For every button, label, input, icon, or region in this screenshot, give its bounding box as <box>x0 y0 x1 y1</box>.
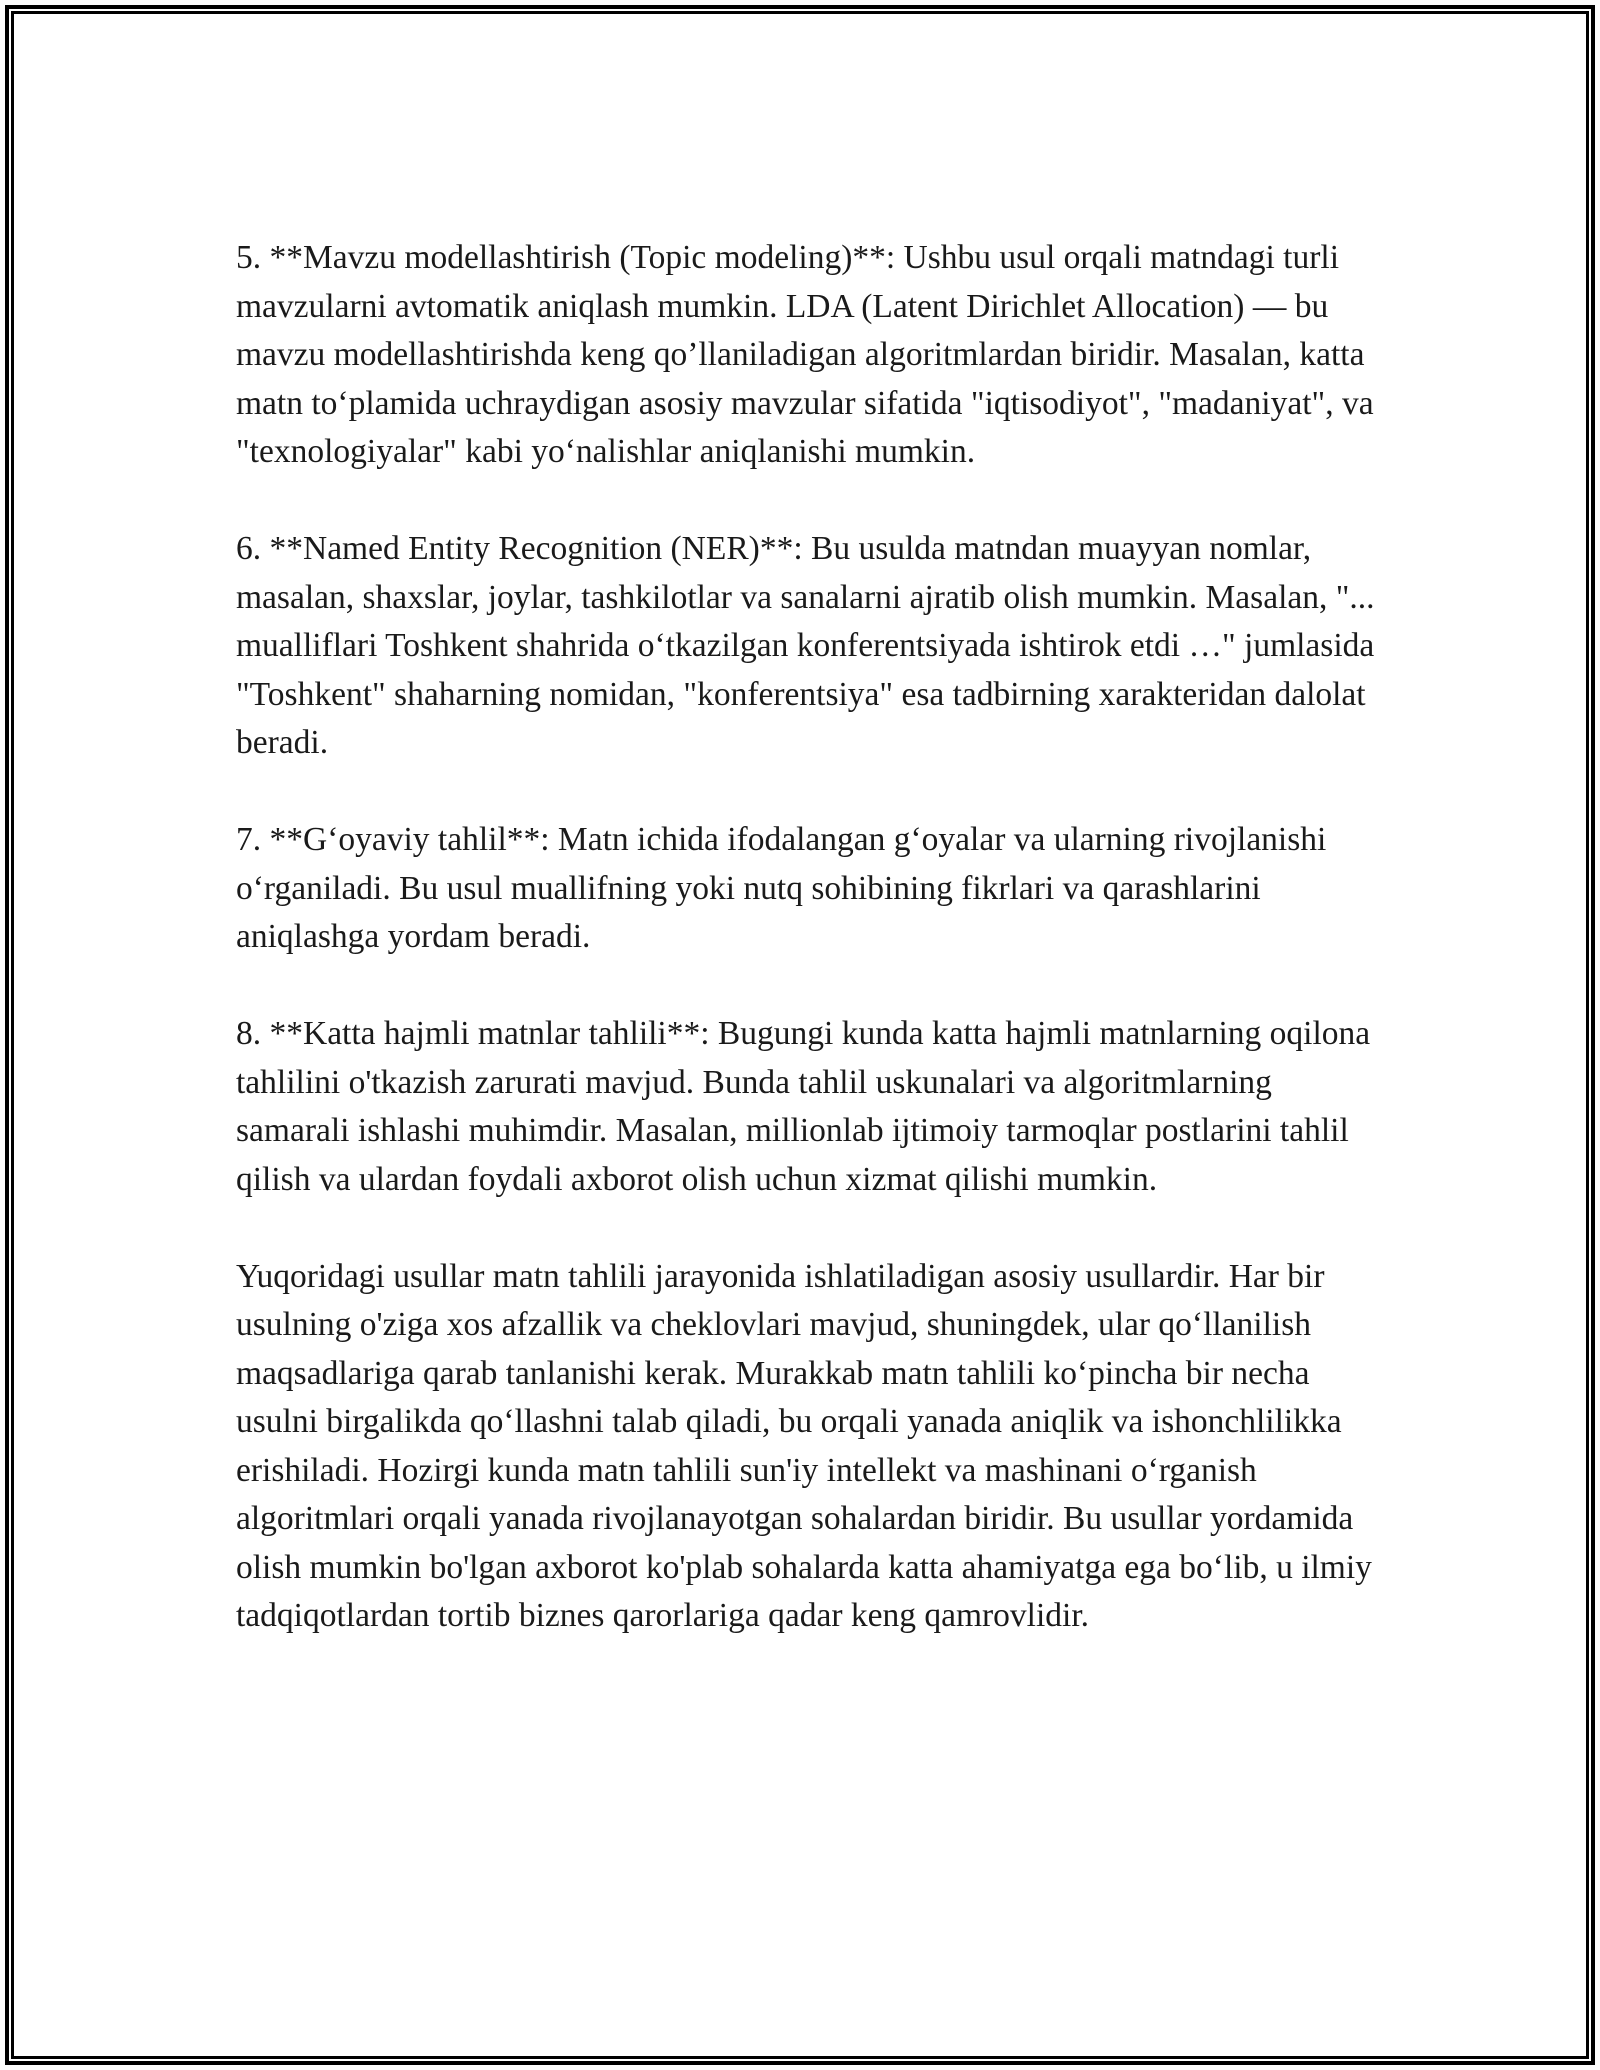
paragraph-topic-modeling: 5. **Mavzu modellashtirish (Topic modeling)**: Ushbu usul orqali matndagi turli mavzularni avtomatik aniqlash mumkin. LDA (Latent Dirichlet Allocation) — bu mavzu modellashtirishda keng qo’llaniladigan algoritmlardan biridir. Masalan, katta matn to‘plamida uchraydigan asosiy mavzular sifatida "iqtisodiyot", "madaniyat", va "texnologiyalar" kabi yo‘nalishlar aniqlanishi mumkin. <box>236 239 1374 470</box>
document-body <box>236 234 1386 1641</box>
paragraph-named-entity-recognition: 6. **Named Entity Recognition (NER)**: Bu usulda matndan muayyan nomlar, masalan, shaxslar, joylar, tashkilotlar va sanalarni ajratib olish mumkin. Masalan, "... mualliflari Toshkent shahrida o‘tkazilgan konferentsiyada ishtirok etdi …" jumlasida "Toshkent" shaharning nomidan, "konferentsiya" esa tadbirning xarakteridan dalolat beradi. <box>236 530 1375 761</box>
paragraph-big-text-analysis: 8. **Katta hajmli matnlar tahlili**: Bugungi kunda katta hajmli matnlarning oqilona tahlilini o'tkazish zarurati mavjud. Bunda tahlil uskunalari va algoritmlarning samarali ishlashi muhimdir. Masalan, millionlab ijtimoiy tarmoqlar postlarini tahlil qilish va ulardan foydali axborot olish uchun xizmat qilishi mumkin. <box>236 1015 1371 1198</box>
paragraph-conclusion: Yuqoridagi usullar matn tahlili jarayonida ishlatiladigan asosiy usullardir. Har bir usulning o'ziga xos afzallik va cheklovlari mavjud, shuningdek, ular qo‘llanilish maqsadlariga qarab tanlanishi kerak. Murakkab matn tahlili ko‘pincha bir necha usulni birgalikda qo‘llashni talab qiladi, bu orqali yanada aniqlik va ishonchlilikka erishiladi. Hozirgi kunda matn tahlili sun'iy intellekt va mashinani o‘rganish algoritmlari orqali yanada rivojlanayotgan sohalardan biridir. Bu usullar yordamida olish mumkin bo'lgan axborot ko'plab sohalarda katta ahamiyatga ega bo‘lib, u ilmiy tadqiqotlardan tortib biznes qarorlariga qadar keng qamrovlidir. <box>236 1257 1372 1634</box>
paragraph-ideological-analysis: 7. **G‘oyaviy tahlil**: Matn ichida ifodalangan g‘oyalar va ularning rivojlanishi o‘rganiladi. Bu usul muallifning yoki nutq sohibining fikrlari va qarashlarini aniqlashga yordam beradi. <box>236 821 1327 955</box>
